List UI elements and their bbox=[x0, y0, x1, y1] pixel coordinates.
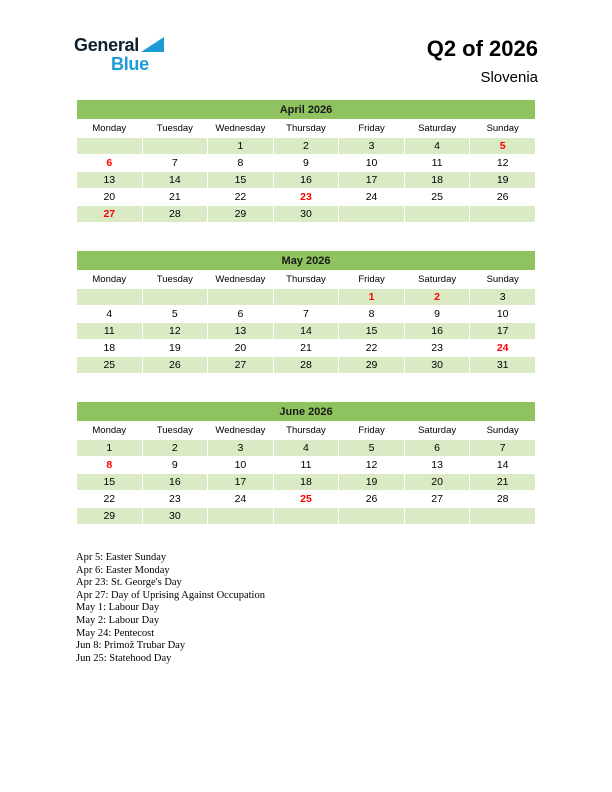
week-row bbox=[77, 172, 536, 189]
empty-day-cell bbox=[208, 289, 274, 306]
day-cell: 16 bbox=[273, 172, 339, 189]
day-cell: 27 bbox=[208, 357, 274, 374]
day-cell: 17 bbox=[470, 323, 536, 340]
day-cell: 28 bbox=[470, 491, 536, 508]
day-cell: 14 bbox=[470, 457, 536, 474]
empty-day-cell bbox=[208, 508, 274, 525]
calendar-grid-section bbox=[0, 99, 612, 525]
day-cell: 3 bbox=[339, 138, 405, 155]
day-cell: 17 bbox=[208, 474, 274, 491]
day-cell: 6 bbox=[404, 440, 470, 457]
weekday-header: Saturday bbox=[404, 271, 470, 289]
holiday-list-item: Apr 27: Day of Uprising Against Occupation bbox=[76, 589, 265, 601]
day-cell: 28 bbox=[142, 206, 208, 223]
holiday-day-cell: 1 bbox=[339, 289, 405, 306]
week-row bbox=[77, 155, 536, 172]
empty-day-cell bbox=[142, 289, 208, 306]
day-cell: 16 bbox=[142, 474, 208, 491]
day-cell: 8 bbox=[339, 306, 405, 323]
day-cell: 11 bbox=[404, 155, 470, 172]
holiday-list-item: May 2: Labour Day bbox=[76, 614, 160, 626]
empty-day-cell bbox=[470, 206, 536, 223]
month-calendar-may-2026 bbox=[76, 250, 536, 374]
page-header bbox=[0, 0, 612, 86]
weekday-header: Wednesday bbox=[208, 120, 274, 138]
day-cell: 10 bbox=[208, 457, 274, 474]
day-cell: 15 bbox=[208, 172, 274, 189]
weekday-header: Monday bbox=[77, 422, 143, 440]
weekday-header: Tuesday bbox=[142, 271, 208, 289]
day-cell: 14 bbox=[273, 323, 339, 340]
day-cell: 26 bbox=[142, 357, 208, 374]
day-cell: 25 bbox=[77, 357, 143, 374]
day-cell: 12 bbox=[142, 323, 208, 340]
day-cell: 7 bbox=[142, 155, 208, 172]
holiday-list-item: Apr 6: Easter Monday bbox=[76, 564, 170, 576]
day-cell: 1 bbox=[208, 138, 274, 155]
day-cell: 19 bbox=[470, 172, 536, 189]
day-cell: 22 bbox=[208, 189, 274, 206]
weekday-header: Sunday bbox=[470, 422, 536, 440]
week-row bbox=[77, 206, 536, 223]
week-row bbox=[77, 508, 536, 525]
week-row bbox=[77, 323, 536, 340]
empty-day-cell bbox=[77, 138, 143, 155]
holiday-day-cell: 5 bbox=[470, 138, 536, 155]
day-cell: 2 bbox=[142, 440, 208, 457]
day-cell: 30 bbox=[142, 508, 208, 525]
week-row bbox=[77, 306, 536, 323]
empty-day-cell bbox=[339, 206, 405, 223]
holiday-list-item: May 1: Labour Day bbox=[76, 602, 160, 614]
day-cell: 15 bbox=[77, 474, 143, 491]
day-cell: 22 bbox=[77, 491, 143, 508]
day-cell: 7 bbox=[470, 440, 536, 457]
day-cell: 20 bbox=[208, 340, 274, 357]
day-cell: 8 bbox=[208, 155, 274, 172]
day-cell: 23 bbox=[404, 340, 470, 357]
holiday-day-cell: 6 bbox=[77, 155, 143, 172]
day-cell: 13 bbox=[404, 457, 470, 474]
weekday-header: Wednesday bbox=[208, 271, 274, 289]
week-row bbox=[77, 138, 536, 155]
day-cell: 11 bbox=[77, 323, 143, 340]
weekday-header: Thursday bbox=[273, 271, 339, 289]
holiday-day-cell: 2 bbox=[404, 289, 470, 306]
day-cell: 20 bbox=[77, 189, 143, 206]
weekday-header: Sunday bbox=[470, 271, 536, 289]
day-cell: 18 bbox=[273, 474, 339, 491]
weekday-header: Thursday bbox=[273, 120, 339, 138]
day-cell: 3 bbox=[470, 289, 536, 306]
weekday-header: Monday bbox=[77, 271, 143, 289]
day-cell: 29 bbox=[208, 206, 274, 223]
day-cell: 22 bbox=[339, 340, 405, 357]
day-cell: 30 bbox=[273, 206, 339, 223]
day-cell: 4 bbox=[77, 306, 143, 323]
weekday-header: Friday bbox=[339, 120, 405, 138]
weekday-header: Tuesday bbox=[142, 120, 208, 138]
day-cell: 24 bbox=[208, 491, 274, 508]
weekday-header: Thursday bbox=[273, 422, 339, 440]
day-cell: 31 bbox=[470, 357, 536, 374]
empty-day-cell bbox=[404, 206, 470, 223]
day-cell: 9 bbox=[273, 155, 339, 172]
day-cell: 23 bbox=[142, 491, 208, 508]
day-cell: 24 bbox=[339, 189, 405, 206]
holiday-list-item: Jun 25: Statehood Day bbox=[76, 652, 172, 664]
day-cell: 4 bbox=[273, 440, 339, 457]
day-cell: 12 bbox=[470, 155, 536, 172]
week-row bbox=[77, 289, 536, 306]
holiday-list-item: May 24: Pentecost bbox=[76, 627, 155, 639]
quarter-title: Q2 of 2026 bbox=[426, 36, 538, 61]
empty-day-cell bbox=[273, 289, 339, 306]
day-cell: 5 bbox=[339, 440, 405, 457]
day-cell: 12 bbox=[339, 457, 405, 474]
holiday-list-item: Apr 23: St. George's Day bbox=[76, 577, 182, 589]
day-cell: 14 bbox=[142, 172, 208, 189]
holiday-day-cell: 8 bbox=[77, 457, 143, 474]
day-cell: 18 bbox=[77, 340, 143, 357]
logo-text-general: General bbox=[74, 35, 139, 55]
day-cell: 11 bbox=[273, 457, 339, 474]
title-block bbox=[427, 36, 538, 86]
week-row bbox=[77, 440, 536, 457]
day-cell: 19 bbox=[339, 474, 405, 491]
day-cell: 17 bbox=[339, 172, 405, 189]
day-cell: 26 bbox=[339, 491, 405, 508]
day-cell: 6 bbox=[208, 306, 274, 323]
day-cell: 27 bbox=[404, 491, 470, 508]
empty-day-cell bbox=[273, 508, 339, 525]
holiday-day-cell: 25 bbox=[273, 491, 339, 508]
week-row bbox=[77, 189, 536, 206]
logo-text-blue: Blue bbox=[111, 54, 149, 74]
day-cell: 13 bbox=[77, 172, 143, 189]
week-row bbox=[77, 457, 536, 474]
month-header: June 2026 bbox=[77, 402, 536, 422]
holiday-list bbox=[76, 552, 536, 665]
general-blue-logo bbox=[74, 36, 164, 73]
empty-day-cell bbox=[142, 138, 208, 155]
week-row bbox=[77, 474, 536, 491]
day-cell: 4 bbox=[404, 138, 470, 155]
day-cell: 15 bbox=[339, 323, 405, 340]
day-cell: 21 bbox=[273, 340, 339, 357]
weekday-header: Sunday bbox=[470, 120, 536, 138]
weekday-header: Wednesday bbox=[208, 422, 274, 440]
weekday-header: Monday bbox=[77, 120, 143, 138]
day-cell: 25 bbox=[404, 189, 470, 206]
weekday-header: Saturday bbox=[404, 120, 470, 138]
day-cell: 3 bbox=[208, 440, 274, 457]
day-cell: 20 bbox=[404, 474, 470, 491]
day-cell: 21 bbox=[142, 189, 208, 206]
empty-day-cell bbox=[77, 289, 143, 306]
month-header: May 2026 bbox=[77, 251, 536, 271]
day-cell: 29 bbox=[339, 357, 405, 374]
day-cell: 10 bbox=[339, 155, 405, 172]
day-cell: 10 bbox=[470, 306, 536, 323]
day-cell: 2 bbox=[273, 138, 339, 155]
day-cell: 5 bbox=[142, 306, 208, 323]
holiday-day-cell: 27 bbox=[77, 206, 143, 223]
holiday-list-item: Apr 5: Easter Sunday bbox=[76, 552, 167, 563]
week-row bbox=[77, 340, 536, 357]
day-cell: 18 bbox=[404, 172, 470, 189]
day-cell: 29 bbox=[77, 508, 143, 525]
day-cell: 26 bbox=[470, 189, 536, 206]
week-row bbox=[77, 357, 536, 374]
day-cell: 21 bbox=[470, 474, 536, 491]
empty-day-cell bbox=[339, 508, 405, 525]
holiday-list-item: Jun 8: Primož Trubar Day bbox=[76, 640, 186, 652]
weekday-header: Friday bbox=[339, 271, 405, 289]
holiday-day-cell: 23 bbox=[273, 189, 339, 206]
day-cell: 28 bbox=[273, 357, 339, 374]
day-cell: 7 bbox=[273, 306, 339, 323]
empty-day-cell bbox=[470, 508, 536, 525]
month-header: April 2026 bbox=[77, 100, 536, 120]
weekday-header: Saturday bbox=[404, 422, 470, 440]
day-cell: 30 bbox=[404, 357, 470, 374]
weekday-header: Friday bbox=[339, 422, 405, 440]
day-cell: 9 bbox=[404, 306, 470, 323]
week-row bbox=[77, 491, 536, 508]
weekday-header: Tuesday bbox=[142, 422, 208, 440]
country-name: Slovenia bbox=[480, 69, 538, 86]
empty-day-cell bbox=[404, 508, 470, 525]
day-cell: 16 bbox=[404, 323, 470, 340]
month-calendar-april-2026 bbox=[76, 99, 536, 223]
month-calendar-june-2026 bbox=[76, 401, 536, 525]
day-cell: 9 bbox=[142, 457, 208, 474]
day-cell: 1 bbox=[77, 440, 143, 457]
holiday-day-cell: 24 bbox=[470, 340, 536, 357]
day-cell: 19 bbox=[142, 340, 208, 357]
day-cell: 13 bbox=[208, 323, 274, 340]
